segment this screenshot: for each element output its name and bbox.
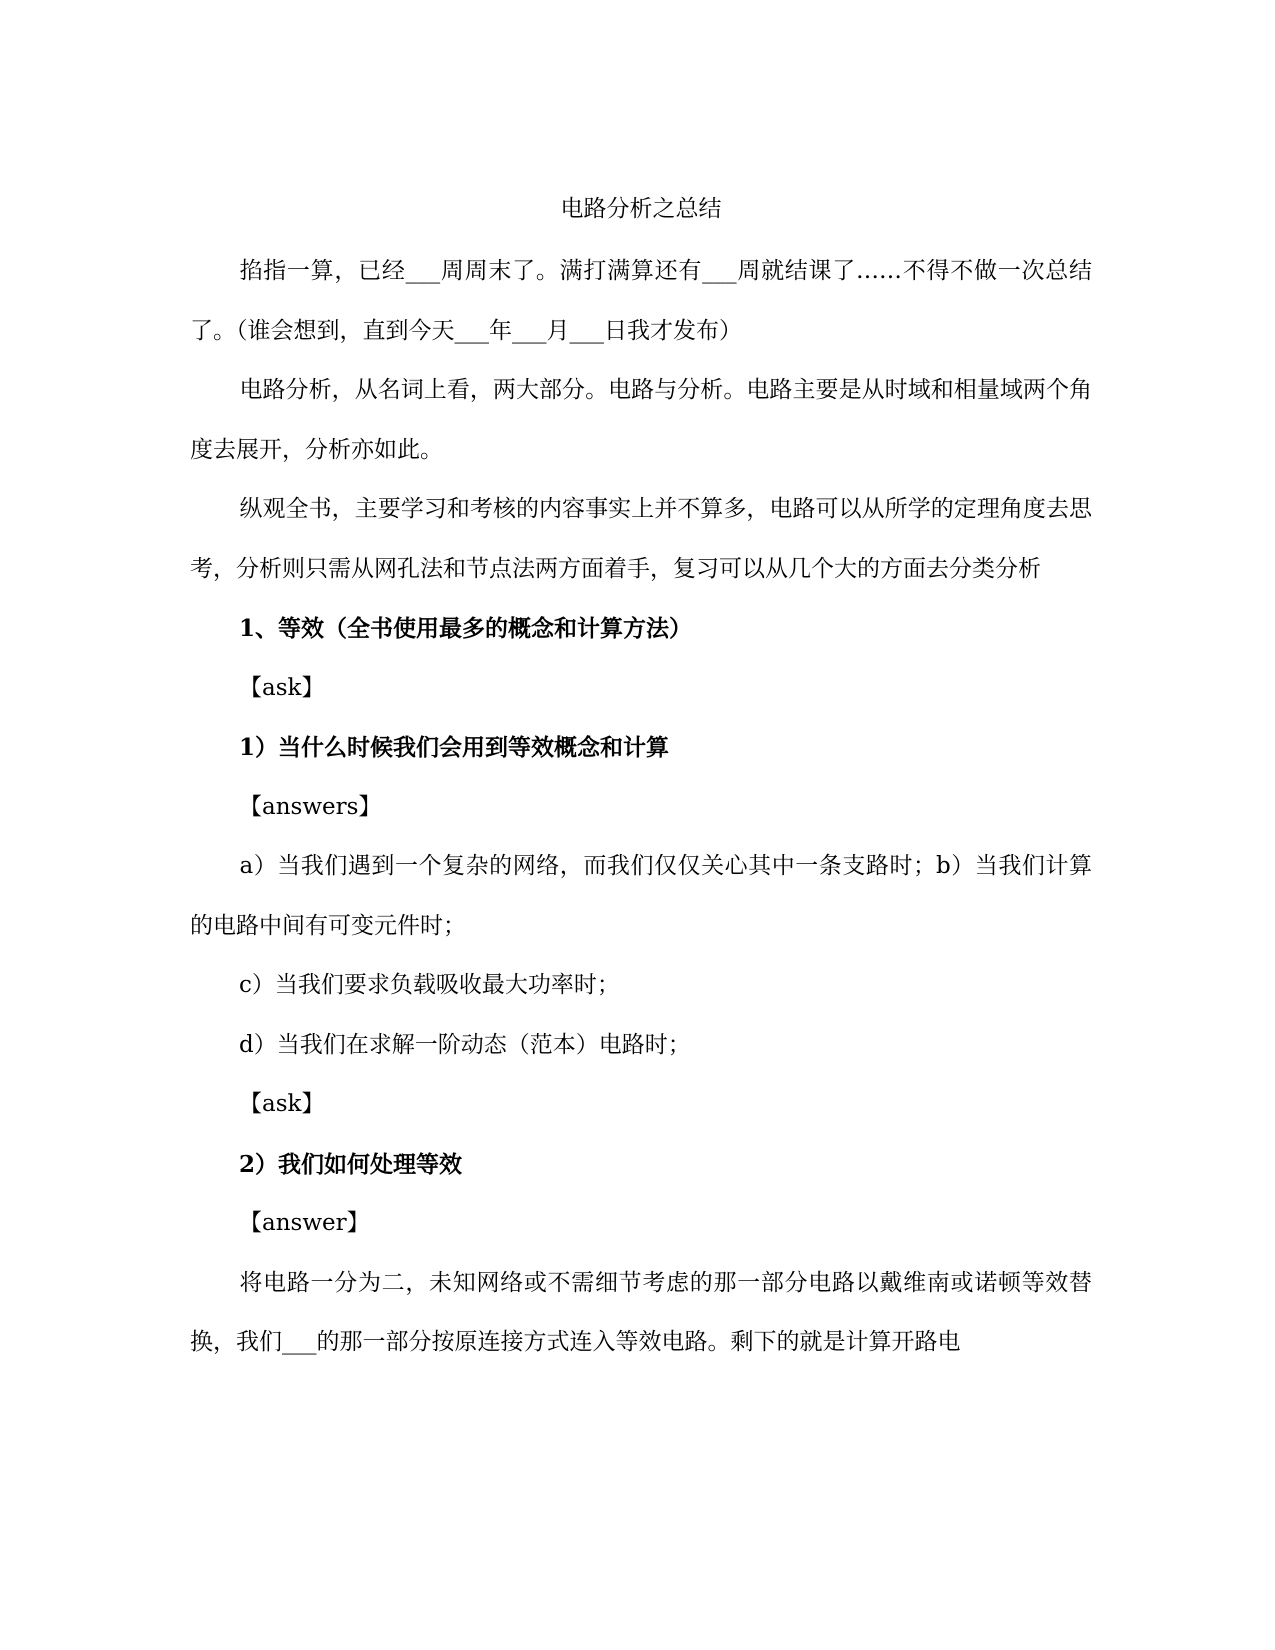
question-1: 1）当什么时候我们会用到等效概念和计算 (239, 734, 670, 761)
intro-paragraph: 掐指一算，已经___周周末了。满打满算还有___周就结课了……不得不做一次总结了。（谁会想到，直到今天___年___月___日我才发布） (190, 258, 1092, 344)
answer-2-paragraph: 将电路一分为二，未知网络或不需细节考虑的那一部分电路以戴维南或诺顿等效替换，我们___的那一部分按原连接方式连入等效电路。剩下的就是计算开路电 (190, 1269, 1092, 1355)
answer-1-line-a-b: a）当我们遇到一个复杂的网络，而我们仅仅关心其中一条支路时；b）当我们计算的电路中间有可变元件时； (190, 853, 1092, 939)
section-heading-equivalence: 1、等效（全书使用最多的概念和计算方法） (239, 615, 693, 642)
summary-paragraph: 纵观全书，主要学习和考核的内容事实上并不算多，电路可以从所学的定理角度去思考，分析则只需从网孔法和节点法两方面着手，复习可以从几个大的方面去分类分析 (190, 496, 1092, 582)
answer-1-line-d: d）当我们在求解一阶动态（范本）电路时； (239, 1031, 691, 1058)
ask-label: 【ask】 (239, 674, 325, 701)
document-title: 电路分析之总结 (560, 196, 722, 222)
answer-label: 【answer】 (239, 1210, 370, 1236)
overview-paragraph: 电路分析，从名词上看，两大部分。电路与分析。电路主要是从时域和相量域两个角度去展开，分析亦如此。 (190, 377, 1092, 463)
question-2: 2）我们如何处理等效 (239, 1150, 463, 1178)
answer-1-line-c: c）当我们要求负载吸收最大功率时； (239, 972, 620, 998)
document-body (190, 180, 1092, 1373)
ask-label: 【ask】 (239, 1091, 325, 1117)
answers-label: 【answers】 (239, 793, 382, 820)
